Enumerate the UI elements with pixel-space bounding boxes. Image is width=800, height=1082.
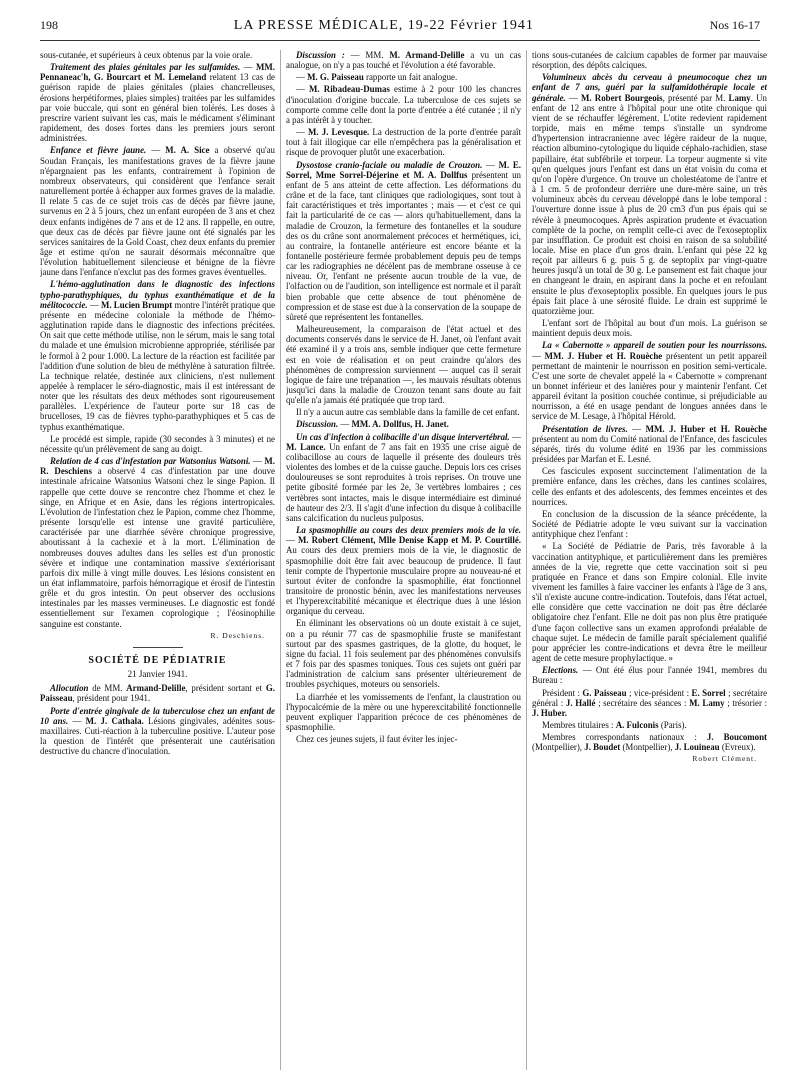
abstract-text: présentent un petit appareil permettant de maintenir le nourrisson en position semi-verticale. C'est une sorte de chevalet appelé la « Cabernotte » comprenant un bonnet inférieur et des lanières pour y maintenir l'enfant. Cet appareil évitant la position couchée continue, si préjudiciable au nourrisson, a été en usage pendant de longues années dans le service de M. Lesage, à l'hôpital Hérold. — [532, 350, 767, 422]
abstract: L'hémo-agglutination dans le diagnostic des infections typho-parathyphiques, du typhus exanthématique et de la mélitococcie. — M. Lucien Brumpt montre l'intérêt pratique que présente en médecine coloniale la méthode de l'hémo-agglutination rapide dans le diagnostic des infections précitées. On sait que cette méthode utilise, non le sérum, mais le sang total du malade et une émulsion microbienne appropriée, stérilisée par le formol à 2 pour 1.000. La lecture de la réaction est facilitée par l'addition d'une solution de bleu de méthylène à saturation filtrée. La technique relatée, destinée aux cliniciens, n'est nullement appelée à remplacer le séro-diagnostic, mais il est intéressant de noter que les résultats des deux méthodes sont rigoureusement parallèles. L'expérience de l'auteur porte sur 18 cas de brucelloses, 19 cas de fièvres typho-parathyphiques et 5 cas de typhus exanthématique. — [40, 279, 275, 432]
abstract: Volumineux abcès du cerveau à pneumocoque chez un enfant de 7 ans, guéri par la sulfamidothérapie locale et générale. — M. Robert Bourgeois, présenté par M. Lamy. Un enfant de 12 ans entre à l'hôpital pour une otite chronique qui vient de se réchauffer légèrement. L'otite redevient rapidement torpide, mais en même temps s'installe un syndrome d'hypertension intracranienne avec légère raideur de la nuque, réaction albumino-cytologique du liquide céphalo-rachidien, stase papillaire, état subfébrile et torpeur. La torpeur augmente si vite qu'en quelques jours l'enfant est dans un état voisin du coma et qu'on l'opère d'urgence. On trouve un cholestéatome de l'antre et à 1 cm. 5 de profondeur derrière une dure-mère saine, un très volumineux abcès du cerveau développé dans le lobe temporal : l'ouverture donne issue à plus de 20 cm3 d'un pus épais qui se révèle à pneumocoques. Après aspiration prudente et évacuation complète de la poche, on remplit celle-ci avec de l'exoseptoplix par insufflation. Ce produit est choisi en raison de sa solubilité locale. Mise en place d'un gros drain. L'enfant qui pèse 22 kg reçoit par ailleurs 6 g. puis 5 g. de septoplix par vingt-quatre heures jusqu'à un total de 30 g. Le pansement est fait chaque jour en changeant le drain, en aspirant dans la poche et en refoulant ensuite le plus d'exoseptoplix possible. En quelques jours le pus épais fait place à une sérosité fluide. Le drain est supprimé le quatorzième jour. — [532, 72, 767, 316]
author-names: J. Boucomont — [706, 732, 767, 743]
author-names: M. Ribadeau-Dumas — [309, 84, 390, 95]
abstract-text: rapporte un fait analogue. — [366, 72, 458, 83]
abstract-text: a vu un cas analogue, on n'y a pas touché et l'évolution a été favorable. — [286, 50, 521, 71]
abstract: Discussion : — MM. M. Armand-Delille a vu un cas analogue, on n'y a pas touché et l'évolution a été favorable. — [286, 50, 521, 71]
paragraph: La diarrhée et les vomissements de l'enfant, la claustration ou l'hypocalcémie de la mère ou une hyperexcitabilité fonctionnelle peuvent expliquer l'apparition précoce de ces phénomènes de spasmophilie. — [286, 691, 521, 732]
paragraph: Ces fascicules exposent succinctement l'alimentation de la première enfance, dans les crèches, dans les cantines scolaires, celle des enfants et des adolescents, des femmes enceintes et des nourrices. — [532, 466, 767, 507]
abstract: Discussion. — MM. A. Dollfus, H. Janet. — [296, 419, 449, 430]
abstract-title: La spasmophilie au cours des deux premiers mois de la vie. — [296, 525, 521, 536]
abstract-text: relatent 13 cas de guérison rapide de plaies génitales (plaies chancrelleuses, érosions herpétiformes, plaies simples) traitées par les sulfamides par voie buccale, qui sont en général bien tolérés. Les doses à prescrire varient suivant les cas, mais le médicament s'éliminant rapidement, des doses fortes dans les premiers jours seront administrées. — [40, 72, 275, 144]
abstract-title: Elections. — [542, 665, 579, 676]
author-names: MM. J. Huber et H. Rouèche — [544, 350, 663, 361]
abstract — [532, 665, 767, 685]
abstract-text: Au cours des deux premiers mois de la vie, le diagnostic de spasmophilie doit être fait avec beaucoup de prudence. Il faut tenir compte de l'hypertonie musculaire propre au nouveau-né et surtout éviter de confondre la spasmophilie, état fonctionnel transitoire de pronostic bénin, avec les manifestations nerveuses et l'hyperexcitabilité mécanique et électrique dues à une lésion organique du cerveau. — [286, 545, 521, 617]
bureau-list — [532, 732, 767, 752]
author-names: Armand-Delille — [126, 683, 186, 694]
abstract: Enfance et fièvre jaune. — M. A. Sice a observé qu'au Soudan Français, les manifestations graves de la fièvre jaune n'épargnaient pas les enfants, contrairement à l'opinion de nombreux observateurs, qui considèrent que l'enfance serait naturellement portée à échapper aux formes graves de la maladie. Il relate 5 cas de ce sujet trois cas de décès par fièvre jaune, survenus en 2 à 5 jours, chez un enfant européen de 3 ans et chez deux enfants indigènes de 7 ans et de 12 ans. Il rappelle, en outre, que deux cas de décès par fièvre jaune ont été signalés par les services sanitaires de la Gold Coast, chez deux enfants du premier âge et estime qu'on ne saurait désormais méconnaître que l'évolution habituellement silencieuse et bénigne de la fièvre jaune dans l'enfance n'exclut pas des formes graves éventuelles. — [40, 145, 275, 278]
abstract-text: de MM. — [92, 683, 123, 694]
label-text: (Paris). — [660, 720, 687, 730]
label-text: ; vice-président : — [628, 687, 690, 698]
paragraph: Il n'y a aucun autre cas semblable dans la famille de cet enfant. — [296, 407, 520, 418]
author-names: MM. A. Dollfus, H. Janet. — [351, 419, 449, 430]
signature: R. Deschiens. — [210, 630, 265, 640]
author-names: M. G. Paisseau — [307, 72, 364, 83]
abstract-title: Relation de 4 cas d'infestation par Watsonius Watsoni. — [50, 456, 251, 467]
bureau-list — [532, 720, 767, 730]
paragraph: Malheureusement, la comparaison de l'état actuel et des documents conservés dans le service de H. Janet, où l'enfant avait été examiné il y a trois ans, semble indiquer que cette fermeture est en voie de réalisation et on peut craindre qu'alors des phénomènes de compression surviennent — auquel cas il serait logique de faire une trépanation —, les mauvais résultats obtenus jusqu'ici dans la maladie de Crouzon tenant sans doute au fait qu'elle n'a jamais été pratiquée que trop tard. — [286, 324, 521, 406]
abstract-text: La destruction de la porte d'entrée paraît tout à fait illogique car elle n'empêchera pas la généralisation et risque de provoquer plutôt une exacerbation. — [286, 127, 521, 158]
abstract-text: , présenté par M. — [662, 92, 726, 103]
abstract-title: Enfance et fièvre jaune. — [50, 145, 147, 156]
bureau-list — [532, 688, 767, 718]
abstract-text: . Un enfant de 12 ans entre à l'hôpital pour une otite chronique qui vient de se réchauffer légèrement. L'otite redevient rapidement torpide, mais en même temps s'installe un syndrome d'hypertension intracranienne avec légère raideur de la nuque, réaction albumino-cytologique du liquide céphalo-rachidien, stase papillaire, état subfébrile et torpeur. La torpeur augmente si vite qu'en quelques jours l'enfant est dans un état voisin du coma et qu'on l'opère d'urgence. On trouve un cholestéatome de l'antre et à 1 cm. 5 de profondeur derrière une dure-mère saine, un très volumineux abcès du cerveau développé dans le lobe temporal : l'ouverture donne issue à plus de 20 cm3 d'un pus épais qui se révèle à pneumocoques. Après aspiration prudente et évacuation complète de la poche, on remplit celle-ci avec de l'exoseptoplix par insufflation. Ce produit est choisi en raison de sa solubilité locale. Mise en place d'un gros drain. L'enfant qui pèse 22 kg reçoit par ailleurs 6 g. puis 5 g. de septoplix par vingt-quatre heures jusqu'à un total de 30 g. Le pansement est fait chaque jour en changeant le drain, en aspirant dans la poche et en refoulant ensuite le plus d'exoseptoplix possible. En quelques jours le pus épais fait place à une sérosité fluide. Le drain est supprimé le quatorzième jour. — [532, 92, 767, 316]
paragraph: En conclusion de la discussion de la séance précédente, la Société de Pédiatrie adopte le vœu suivant sur la vaccination antityphique chez l'enfant : — [532, 508, 767, 540]
signature: Robert Clément. — [692, 754, 757, 764]
abstract-text: Lésions gingivales, adénites sous-maxillaires. Cuti-réaction à la tuberculine positive. L'auteur pose la question de l'intérêt que présenterait une cautérisation destructive du chancre d'inoculation. — [40, 715, 275, 757]
discussion-item: — M. Ribadeau-Dumas estime à 2 pour 100 les chancres d'inoculation d'origine buccale. La tuberculose de ces sujets se comporte comme celle dont la porte d'entrée a été cutanée ; il n'y a pas intérêt à y toucher. — [286, 84, 521, 125]
abstract-title: Discussion. — [296, 419, 339, 430]
issue-number: Nos 16-17 — [709, 18, 760, 32]
author-names: M. Robert Bourgeois — [581, 92, 663, 103]
page-header — [40, 18, 760, 42]
abstract-title: Dysostose cranio-faciale ou maladie de Crouzon. — [296, 159, 483, 170]
abstract-text: — Ont été élus pour l'année 1941, membres du Bureau : — [532, 665, 767, 686]
column-1 — [40, 50, 275, 1075]
abstract-text: montre l'intérêt pratique que présente en médecine coloniale la méthode de l'hémo-agglutination rapide dans le diagnostic des infections précitées. On sait que cette méthode utilise, non le sérum, mais le sang total du malade et une émulsion microbienne appropriée, stérilisée par le formol à 2 pour 1.000. La lecture de la réaction est facilitée par l'addition d'une solution de bleu de méthylène à saturation filtrée. La technique relatée, destinée aux cliniciens, n'est nullement appelée à remplacer le séro-diagnostic, mais il est intéressant de noter que les résultats des deux méthodes sont rigoureusement parallèles. L'expérience de l'auteur porte sur 18 cas de brucelloses, 19 cas de fièvres typho-parathyphiques et 5 cas de typhus exanthématique. — [40, 299, 275, 432]
abstract: Dysostose cranio-faciale ou maladie de Crouzon. — M. E. Sorrel, Mme Sorrel-Déjerine et M. A. Dollfus présentent un enfant de 5 ans atteint de cette affection. Les déformations du crâne et de la face, tant cliniques que radiologiques, sont tout à fait caractéristiques et très importantes ; mais — et c'est ce qui fait la particularité de ce cas — alors qu'habituellement, dans la maladie de Crouzon, la fermeture des fontanelles et la soudure des os du crâne sont anormalement précoces et hermétiques, ici, au contraire, la fontanelle antérieure est encore béante et la fontanelle postérieure fermée probablement depuis peu de temps car les radiographies ne décèlent pas de membrane osseuse à ce niveau. Or, l'enfant ne présente aucun trouble de la vue, de l'olfaction ou de l'audition, son intelligence est normale et il paraît bien probable que cette absence de tout phénomène de compression et de stase est due à la conservation de la soupape de sûreté que représentent les fontanelles. — [286, 159, 521, 322]
column-divider — [526, 50, 527, 1070]
abstract-text: , président pour 1941. — [72, 693, 151, 704]
label-text: (Montpellier), — [622, 742, 673, 753]
abstract: Traitement des plaies génitales par les sulfamides. — MM. Pennaneac'h, G. Bourcart et M. Lemeland relatent 13 cas de guérison rapide de plaies génitales (plaies chancrelleuses, érosions herpétiformes, plaies simples) traitées par les sulfamides par voie buccale, qui sont en général bien tolérés. Les doses à prescrire varient suivant les cas, mais le médicament s'éliminant rapidement, des doses fortes dans les premiers jours seront administrées. — [40, 62, 275, 144]
abstract-title: Porte d'entrée gingivale de la tuberculose chez un enfant de 10 ans. — [40, 705, 275, 726]
paragraph: Le procédé est simple, rapide (30 secondes à 3 minutes) et ne nécessite qu'un prélèvement de sang au doigt. — [40, 433, 275, 454]
abstract-text: présentent au nom du Comité national de l'Enfance, des fascicules séparés, tirés du volume édité en 1936 par les commissions présidées par Marfan et E. Lesné. — [532, 433, 767, 465]
abstract: La spasmophilie au cours des deux premiers mois de la vie. — M. Robert Clément, Mlle Denise Kapp et M. P. Courtillé. Au cours des deux premiers mois de la vie, le diagnostic de spasmophilie doit être fait avec beaucoup de prudence. Il faut tenir compte de l'hypertonie musculaire propre au nouveau-né et surtout éviter de confondre la spasmophilie, état fonctionnel transitoire de pronostic bénin, avec les manifestations nerveuses et l'hyperexcitabilité mécanique et électrique dues à une lésion organique du cerveau. — [286, 525, 521, 617]
label-text: ; secrétaire général : — [532, 687, 767, 708]
author-names: M. R. Deschiens — [40, 456, 275, 477]
author-names: M. Lance. — [286, 441, 326, 452]
abstract-title: Discussion : — [296, 50, 345, 60]
author-names: MM. J. Huber et H. Rouèche — [645, 423, 767, 434]
author-names: J. Louineau — [674, 742, 720, 753]
abstract-text: a observé qu'au Soudan Français, les manifestations graves de la fièvre jaune n'épargnaient pas les enfants, contrairement à l'opinion de nombreux observateurs, qui considèrent que l'enfance serait naturellement portée à échapper aux formes graves de la maladie. Il relate 5 cas de ce sujet trois cas de décès par fièvre jaune, survenus en 2 à 5 jours, chez un enfant européen de 3 ans et chez deux enfants indigènes de 7 ans et de 12 ans. Il rappelle, en outre, que deux cas de décès par fièvre jaune ont été signalés par les services sanitaires de la Gold Coast, chez deux enfants du premier âge et estime qu'on ne saurait désormais méconnaître que l'évolution habituellement silencieuse et bénigne de la fièvre jaune dans l'enfance n'exclut pas des formes graves éventuelles. — [40, 145, 275, 278]
label-text: (Montpellier), — [532, 742, 583, 753]
paragraph: sous-cutanée, et supérieurs à ceux obtenus par la voie orale. — [40, 50, 253, 60]
abstract-title: Volumineux abcès du cerveau à pneumocoque chez un enfant de 7 ans, guéri par la sulfamidothérapie locale et générale. — [532, 72, 767, 103]
author-names: Lamy — [728, 92, 751, 103]
section-title: SOCIÉTÉ DE PÉDIATRIE — [88, 654, 227, 666]
author-names: M. J. Levesque. — [308, 127, 370, 138]
discussion-item: — M. G. Paisseau rapporte un fait analogue. — [296, 72, 458, 83]
author-names: G. Paisseau — [582, 687, 627, 698]
column-3 — [532, 50, 767, 1075]
author-names: M. Lucien Brumpt — [100, 299, 173, 310]
label-text: (Evreux). — [721, 742, 756, 753]
abstract-title: Présentation de livres. — [542, 423, 628, 434]
paragraph: « La Société de Pédiatrie de Paris, très favorable à la vaccination antityphique, et particulièrement dans les premières années de la vie, regrette que cette vaccination soit si peu pratiquée en France et dans son Empire colonial. Elle invite vivement les familles à faire vacciner les enfants à l'âge de 3 ans, s'il n'existe aucune contre-indication. Toutefois, dans l'état actuel, elle considère que cette vaccination ne doit pas être déclarée obligatoire chez l'enfant. Elle ne doit pas non plus être pratiquée d'une façon collective sans un examen approfondi préalable de chaque sujet. Le médecin de famille paraît spécialement qualifié pour apprécier les contre-indications et devra être le meilleur agent de cette mesure prophylactique. » — [532, 541, 767, 664]
author-names: M. Lamy — [689, 697, 725, 708]
column-divider — [280, 50, 281, 1070]
author-names: E. Sorrel — [691, 687, 726, 698]
abstract-text: Un enfant de 7 ans fait en 1935 une crise aiguë de colibacillose au cours de laquelle il présente des douleurs très violentes des lombes et de la cuisse gauche. Depuis lors ces crises douloureuses se sont reproduites à trois reprises. On trouve une petite gibosité formée par les 2e, 3e vertèbres lombaires ; ces vertèbres sont intactes, mais le disque intermédiaire est diminué de hauteur des 2/3. Il s'agit d'une infection du disque à colibacille sans calcification du nucleus pulposus. — [286, 441, 521, 523]
abstract: Porte d'entrée gingivale de la tuberculose chez un enfant de 10 ans. — M. J. Cathala. Lésions gingivales, adénites sous-maxillaires. Cuti-réaction à la tuberculine positive. L'auteur pose la question de l'intérêt que présenterait une cautérisation destructive du chancre d'inoculation. — [40, 705, 275, 757]
author-names: A. Fulconis — [615, 720, 659, 730]
abstract — [40, 683, 275, 703]
section-date: 21 Janvier 1941. — [127, 669, 188, 680]
label-text: Membres titulaires : — [542, 720, 614, 730]
separator — [133, 647, 183, 648]
author-names: J. Hallé — [565, 697, 596, 708]
discussion-item: — M. J. Levesque. La destruction de la porte d'entrée paraît tout à fait illogique car elle n'empêchera pas la généralisation et risque de provoquer plutôt une exacerbation. — [286, 127, 521, 158]
abstract: Relation de 4 cas d'infestation par Watsonius Watsoni. — M. R. Deschiens a observé 4 cas d'infestation par une douve intestinale africaine Watsonius Watsoni chez le singe Papion. Il rappelle que cette douve se rencontre chez l'homme et chez le singe, en Afrique et en Asie, dans les régions intertropicales. L'évolution de l'infestation chez le Papion, comme chez l'homme, présente lorsqu'elle est intense une gravité particulière, caractérisée par une diarrhée sévère chronique progressive, aboutissant à la cachexie et à la mort. L'élimination de nombreuses douves adultes dans les selles est d'un pronostic sévère et indique une contamination massive s'extériorisant parfois dix mille à vingt mille douves. Les lésions consistent en un état inflammatoire, parfois hémorragique et érosif de l'intestin grêle et du gros intestin. On peut observer des occlusions intestinales par les masses vermineuses. Le diagnostic est fondé essentiellement sur l'examen coprologique ; l'éosinophilie sanguine est constante. — [40, 456, 275, 629]
author-names: G. Paisseau — [40, 683, 275, 704]
abstract-text: a observé 4 cas d'infestation par une douve intestinale africaine Watsonius Watsoni chez le singe Papion. Il rappelle que cette douve se rencontre chez l'homme et chez le singe, en Afrique et en Asie, dans les régions intertropicales. L'évolution de l'infestation chez le Papion, comme chez l'homme, présente lorsqu'elle est intense une gravité particulière, caractérisée par une diarrhée sévère chronique progressive, aboutissant à la cachexie et à la mort. L'élimination de nombreuses douves adultes dans les selles est d'un pronostic sévère et indique une contamination massive s'extériorisant parfois dix mille à vingt mille douves. Les lésions consistent en un état inflammatoire, parfois hémorragique et érosif de l'intestin grêle et du gros intestin. On peut observer des occlusions intestinales par les masses vermineuses. Le diagnostic est fondé essentiellement sur l'examen coprologique ; l'éosinophilie sanguine est constante. — [40, 466, 275, 629]
author-names: M. Robert Clément, Mlle Denise Kapp et M. P. Courtillé. — [297, 535, 521, 546]
author-names: J. Boudet — [584, 742, 621, 753]
label-text: ; secrétaire des séances : — [598, 697, 687, 708]
paragraph: L'enfant sort de l'hôpital au bout d'un mois. La guérison se maintient depuis deux mois. — [532, 318, 767, 339]
abstract-title: Allocution — [50, 683, 89, 694]
abstract-title: Un cas d'infection à colibacille d'un disque intervertébral. — [296, 431, 510, 442]
author-names: M. Armand-Delille — [389, 50, 465, 60]
author-names: J. Huber. — [532, 707, 567, 718]
column-2 — [286, 50, 521, 1075]
paragraph: En éliminant les observations où un doute existait à ce sujet, on a pu réunir 77 cas de spasmophilie fruste se manifestant surtout par des spasmes gastriques, de la glotte, du hoquet, le signe du facial. 11 fois seulement par des phénomènes convulsifs et 7 fois par des spasmes toniques. Tous ces sujets ont guéri par l'administration de calcium sans présenter ultérieurement de troubles psychiques, moteurs ou sensoriels. — [286, 618, 521, 690]
page-number: 198 — [40, 18, 58, 32]
author-names: MM. Pennaneac'h, G. Bourcart et M. Lemeland — [40, 62, 275, 83]
abstract-title: L'hémo-agglutination dans le diagnostic des infections typho-parathyphiques, du typhus exanthématique et de la mélitococcie. — [40, 279, 275, 310]
author-names: M. J. Cathala. — [85, 715, 144, 726]
abstract-title: Traitement des plaies génitales par les sulfamides. — [50, 62, 241, 73]
paragraph: tions sous-cutanées de calcium capables de former par mauvaise résorption, des dépôts calciques. — [532, 50, 767, 71]
header-rule — [40, 40, 760, 41]
abstract-title: La « Cabernotte » appareil de soutien pour les nourrissons. — [542, 340, 767, 351]
abstract-text: présentent un enfant de 5 ans atteint de cette affection. Les déformations du crâne et de la face, tant cliniques que radiologiques, sont tout à fait caractéristiques et très importantes ; mais — et c'est ce qui fait la particularité de ce cas — alors qu'habituellement, dans la maladie de Crouzon, la fermeture des fontanelles et la soudure des os du crâne sont anormalement précoces et hermétiques, ici, au contraire, la fontanelle antérieure est encore béante et la fontanelle postérieure fermée probablement depuis peu de temps car les radiographies ne décèlent pas de membrane osseuse à ce niveau. Or, l'enfant ne présente aucun trouble de la vue, de l'olfaction ou de l'audition, son intelligence est normale et il paraît bien probable que cette absence de tout phénomène de compression et de stase est due à la conservation de la soupape de sûreté que représentent les fontanelles. — [286, 169, 521, 322]
abstract: La « Cabernotte » appareil de soutien pour les nourrissons. — MM. J. Huber et H. Rouèche présentent un petit appareil permettant de maintenir le nourrisson en position semi-verticale. C'est une sorte de chevalet appelé la « Cabernotte » comprenant un bonnet inférieur et des lanières pour y maintenir l'enfant. Cet appareil évitant la position couchée continue, si préjudiciable au nourrisson, a été en usage pendant de longues années dans le service de M. Lesage, à l'hôpital Hérold. — [532, 340, 767, 422]
abstract: Présentation de livres. — MM. J. Huber et H. Rouèche présentent au nom du Comité national de l'Enfance, des fascicules séparés, tirés du volume édité en 1936 par les commissions présidées par Marfan et E. Lesné. — [532, 423, 767, 465]
label-text: Président : — [542, 687, 580, 698]
paragraph: Chez ces jeunes sujets, il faut éviter les injec- — [296, 734, 458, 745]
label-text: ; trésorier : — [727, 697, 767, 708]
label-text: Membres correspondants nationaux : — [542, 732, 697, 743]
journal-title: LA PRESSE MÉDICALE, 19-22 Février 1941 — [233, 18, 534, 33]
abstract: Un cas d'infection à colibacille d'un disque intervertébral. — M. Lance. Un enfant de 7 ans fait en 1935 une crise aiguë de colibacillose au cours de laquelle il présente des douleurs très violentes des lombes et de la cuisse gauche. Depuis lors ces crises douloureuses se sont reproduites à trois reprises. On trouve une petite gibosité formée par les 2e, 3e vertèbres lombaires ; ces vertèbres sont intactes, mais le disque intermédiaire est diminué de hauteur des 2/3. Il s'agit d'une infection du disque à colibacille sans calcification du nucleus pulposus. — [286, 431, 521, 523]
author-names: M. E. Sorrel, Mme Sorrel-Déjerine et M. A. Dollfus — [286, 159, 521, 180]
abstract-text: estime à 2 pour 100 les chancres d'inoculation d'origine buccale. La tuberculose de ces sujets se comporte comme celle dont la porte d'entrée a été cutanée ; il n'y a pas intérêt à y toucher. — [286, 84, 521, 125]
author-names: M. A. Sice — [165, 145, 210, 156]
abstract-text: , président sortant et — [185, 683, 263, 694]
